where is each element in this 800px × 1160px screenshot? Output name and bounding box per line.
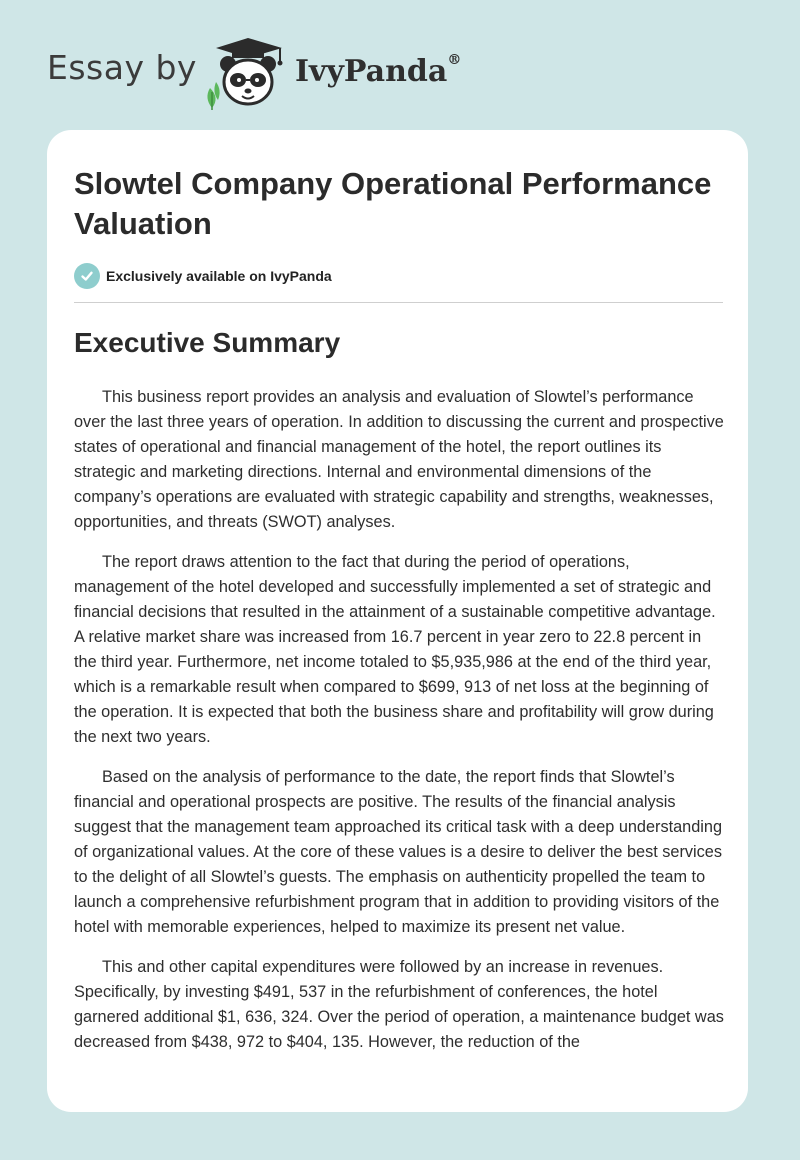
badge-text: Exclusively available on IvyPanda [106, 268, 332, 284]
paragraph: This and other capital expenditures were followed by an increase in revenues. Specifically, by investing $491, 537 in the refurbishment of conferences, the hotel garnered additional $1, 636, 324. Over the period of operation, a maintenance budget was decreased from $438, 972 to $404, 135. However, the reduction of the [74, 958, 724, 1051]
paragraph: This business report provides an analysis and evaluation of Slowtel’s performance over the last three years of operation. In addition to discussing the current and prospective states of operational and financial management of the hotel, the report outlines its strategic and marketing directions. Internal and environmental dimensions of the company’s operations are evaluated with strategic capability and strengths, weaknesses, opportunities, and threats (SWOT) analyses. [74, 388, 724, 531]
panda-graduate-icon [202, 34, 290, 114]
paragraph: The report draws attention to the fact that during the period of operations, management of the hotel developed and successfully implemented a set of strategic and financial decisions that resulted in the attainment of a sustainable competitive advantage. A relative market share was increased from 16.7 percent in year zero to 22.8 percent in the third year. Furthermore, net income totaled to $5,935,986 at the end of the third year, which is a remarkable result when compared to $699, 913 of net loss at the beginning of the operation. It is expected that both the business share and profitability will grow during the next two years. [74, 553, 716, 746]
brand-name: IvyPanda® [295, 52, 462, 89]
check-icon [74, 263, 100, 289]
site-logo[interactable] [47, 34, 467, 114]
article-card [47, 130, 748, 1112]
brand-prefix: Essay by [47, 48, 197, 87]
section-heading: Executive Summary [74, 327, 341, 358]
paragraph: Based on the analysis of performance to the date, the report finds that Slowtel’s financial and operational prospects are positive. The results of the financial analysis suggest that the management team approached its critical task with a deep understanding of organizational values. At the core of these values is a desire to deliver the best services to the delight of all Slowtel’s guests. The emphasis on authenticity propelled the team to launch a comprehensive refurbishment program that in addition to providing visitors of the hotel with memorable experiences, helped to maximize its present net value. [74, 768, 723, 936]
article-body [74, 385, 726, 1070]
registered-mark: ® [447, 52, 462, 68]
exclusive-badge [74, 263, 332, 289]
divider [74, 302, 723, 303]
page-title: Slowtel Company Operational Performance Valuation [74, 166, 712, 241]
